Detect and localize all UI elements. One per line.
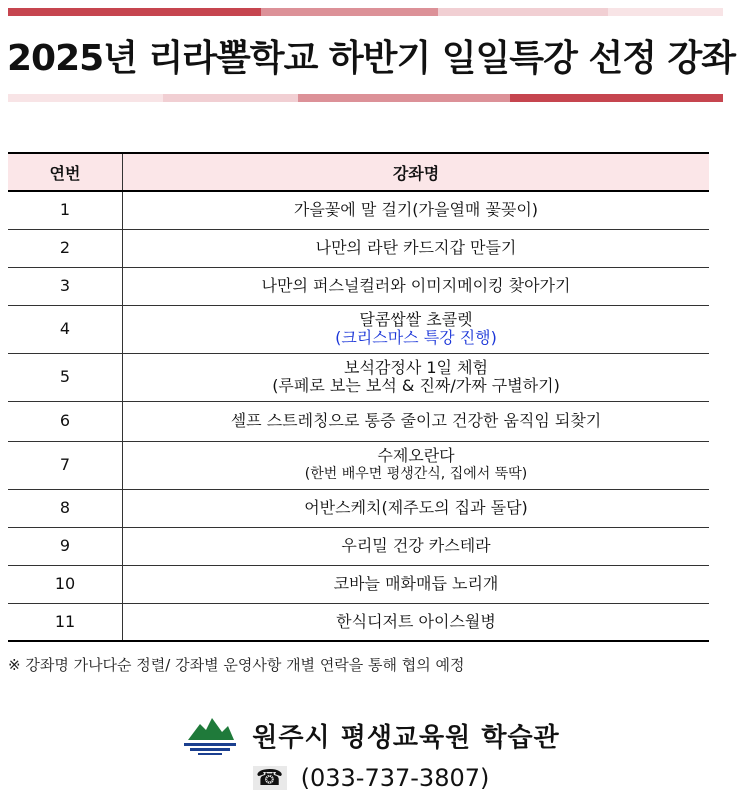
course-name: 우리밀 건강 카스테라	[341, 536, 491, 555]
row-number: 9	[8, 527, 123, 565]
row-number: 5	[8, 353, 123, 401]
course-name-cell	[123, 401, 710, 441]
course-subtitle: (크리스마스 특강 진행)	[335, 328, 497, 347]
table-row	[8, 565, 709, 603]
organization-name: 원주시 평생교육원 학습관	[252, 722, 560, 753]
table-header-row	[8, 153, 709, 191]
course-name: 어반스케치(제주도의 집과 돌담)	[304, 498, 528, 517]
course-name-cell	[123, 305, 710, 353]
course-name: 코바늘 매화매듭 노리개	[333, 574, 499, 593]
course-name: 셀프 스트레칭으로 통증 줄이고 건강한 움직임 되찾기	[230, 411, 602, 430]
course-table	[8, 152, 709, 642]
course-name: 달콤쌉쌀 초콜렛	[359, 310, 473, 329]
table-row	[8, 229, 709, 267]
course-name-cell	[123, 527, 710, 565]
course-name-cell	[123, 191, 710, 229]
table-row	[8, 305, 709, 353]
course-subtitle: (루페로 보는 보석 & 진짜/가짜 구별하기)	[272, 376, 560, 395]
course-name-cell	[123, 267, 710, 305]
page-title: 2025년 리라뽈학교 하반기 일일특강 선정 강좌	[6, 38, 736, 79]
course-name: 수제오란다	[377, 446, 455, 465]
course-name-cell	[123, 565, 710, 603]
course-name: 한식디저트 아이스월병	[336, 611, 496, 631]
phone-number: (033-737-3807)	[300, 764, 490, 792]
top-decorative-stripe	[8, 8, 723, 16]
row-number: 3	[8, 267, 123, 305]
row-number: 7	[8, 441, 123, 489]
row-number: 6	[8, 401, 123, 441]
course-name-cell	[123, 229, 710, 267]
course-subtitle: (한번 배우면 평생간식, 집에서 뚝딱)	[304, 466, 528, 482]
bottom-decorative-stripe	[8, 94, 723, 102]
footer-organization	[0, 714, 742, 756]
course-name-cell	[123, 603, 710, 641]
table-row	[8, 353, 709, 401]
table-row	[8, 489, 709, 527]
course-name-cell	[123, 489, 710, 527]
course-name-cell	[123, 353, 710, 401]
row-number: 1	[8, 191, 123, 229]
telephone-icon: ☎	[253, 766, 287, 790]
row-number: 11	[8, 603, 123, 641]
footer-phone	[0, 764, 742, 792]
course-name: 나만의 라탄 카드지갑 만들기	[315, 238, 517, 257]
course-name: 가을꽃에 말 걸기(가을열매 꽃꽂이)	[293, 200, 539, 220]
table-row	[8, 401, 709, 441]
table-row	[8, 603, 709, 641]
table-row	[8, 527, 709, 565]
row-number: 4	[8, 305, 123, 353]
table-row	[8, 191, 709, 229]
mountain-logo-icon	[182, 714, 238, 756]
column-header-course: 강좌명	[123, 153, 710, 191]
column-header-no: 연번	[8, 153, 123, 191]
course-name: 보석감정사 1일 체험	[344, 358, 488, 377]
table-row	[8, 441, 709, 489]
course-name-cell	[123, 441, 710, 489]
row-number: 10	[8, 565, 123, 603]
table-row	[8, 267, 709, 305]
footnote: ※ 강좌명 가나다순 정렬/ 강좌별 운영사항 개별 연락을 통해 협의 예정	[8, 656, 465, 674]
row-number: 2	[8, 229, 123, 267]
course-name: 나만의 퍼스널컬러와 이미지메이킹 찾아가기	[261, 276, 571, 295]
row-number: 8	[8, 489, 123, 527]
